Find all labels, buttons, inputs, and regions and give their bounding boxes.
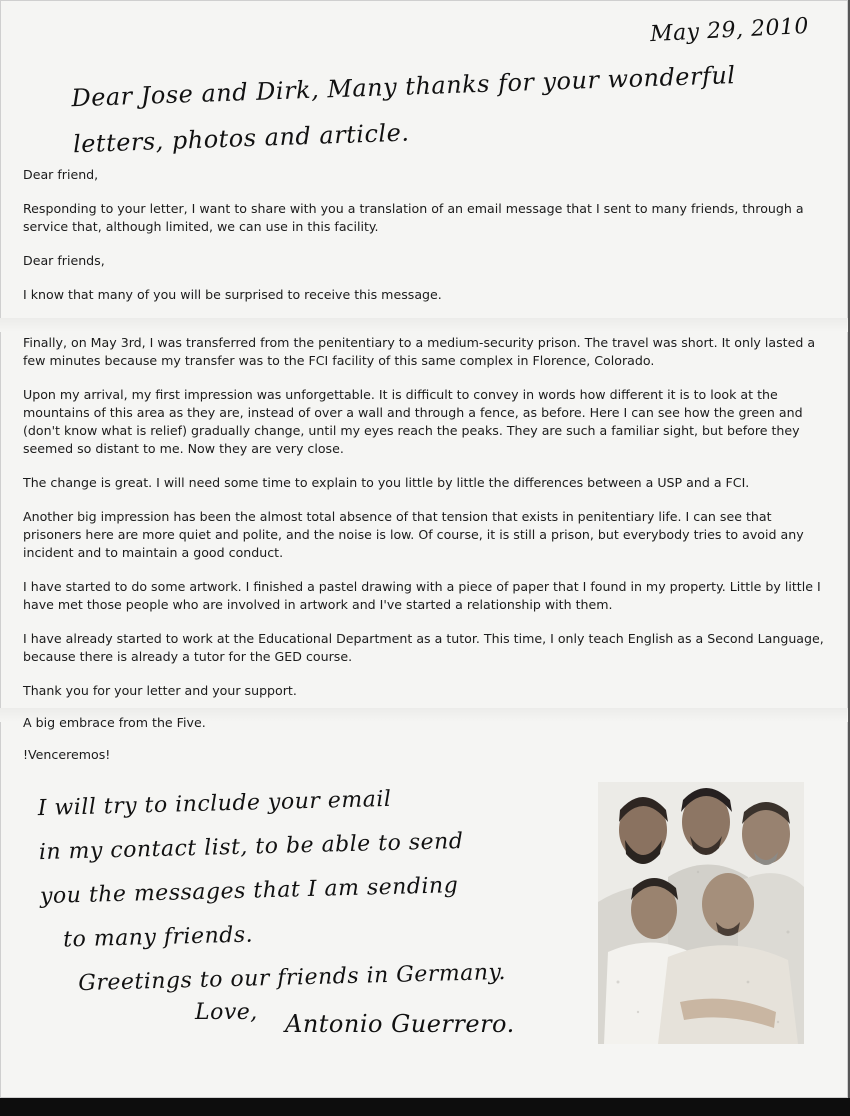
handwritten-greeting: Dear Jose and Dirk, Many thanks for your wonderful letters, photos and article. xyxy=(70,61,736,159)
handwritten-note xyxy=(37,773,583,1007)
handwritten-date: May 29, 2010 xyxy=(649,13,810,48)
typed-letter xyxy=(23,166,831,780)
paragraph: I have already started to work at the Educational Department as a tutor. This time, I only teach English as a Second Language, because there is already a tutor for the GED course. xyxy=(23,631,824,664)
paragraph: I have started to do some artwork. I finished a pastel drawing with a piece of paper that I found in my property. Little by little I have met those people who are involved in artwork and I've started a relationship with them. xyxy=(23,579,821,612)
group-photo xyxy=(598,782,804,1044)
paragraph: Thank you for your letter and your support. xyxy=(23,683,297,698)
salutation: Dear friend, xyxy=(23,167,99,182)
closing-exclamation: !Venceremos! xyxy=(23,747,111,762)
salutation: Dear friends, xyxy=(23,253,105,268)
note-line: I will try to include your email xyxy=(37,786,392,822)
note-line: Greetings to our friends in Germany. xyxy=(78,959,507,997)
note-line: you the messages that I am sending xyxy=(39,873,459,910)
paragraph: Finally, on May 3rd, I was transferred from the penitentiary to a medium-security prison. The travel was short. It only lasted a few minutes because my transfer was to the FCI facility of this same complex in Florence, Colorado. xyxy=(23,335,816,368)
paragraph: The change is great. I will need some time to explain to you little by little the differences between a USP and a FCI. xyxy=(23,475,750,490)
scan-border xyxy=(0,1098,850,1116)
handwritten-signature: Antonio Guerrero. xyxy=(285,1010,515,1038)
paragraph: I know that many of you will be surprised to receive this message. xyxy=(23,287,442,302)
paragraph: Another big impression has been the almost total absence of that tension that exists in penitentiary life. I can see that prisoners here are more quiet and polite, and the noise is low. Of course, it is still a prison, but everybody tries to avoid any incident and to maintain a good conduct. xyxy=(23,509,804,560)
note-line: to many friends. xyxy=(62,922,254,953)
paragraph: Upon my arrival, my first impression was unforgettable. It is difficult to convey in words how different it is to look at the mountains of this area as they are, instead of over a wall and through a fence, as before. Here I can see how the green and (don't know what is relief) gradually change, until my eyes reach the peaks. They are such a familiar sight, but before they seemed so distant to me. Now they are very close. xyxy=(23,387,803,456)
paragraph: Responding to your letter, I want to share with you a translation of an email message that I sent to many friends, through a service that, although limited, we can use in this facility. xyxy=(23,201,804,234)
note-line: in my contact list, to be able to send xyxy=(38,828,464,866)
paragraph: A big embrace from the Five. xyxy=(23,715,206,730)
handwritten-closing: Love, xyxy=(195,1000,258,1025)
